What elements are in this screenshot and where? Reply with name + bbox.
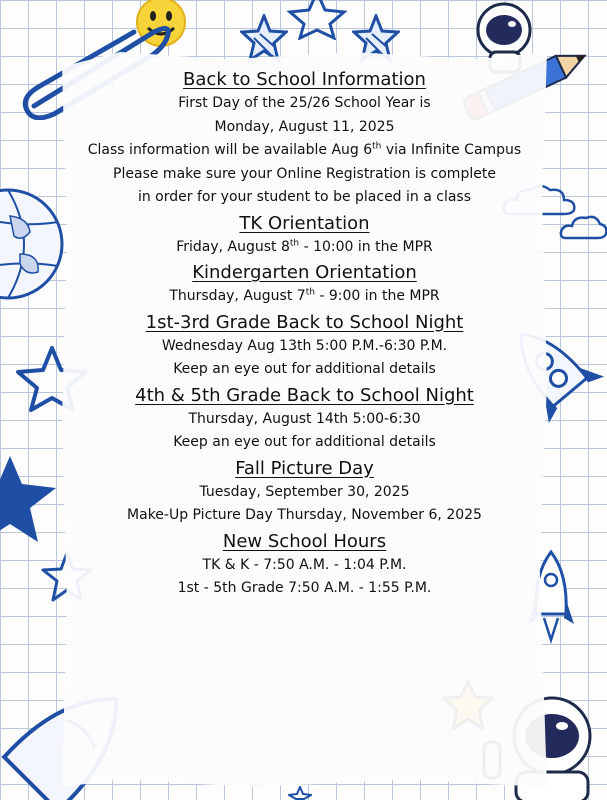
info-line: 1st - 5th Grade 7:50 A.M. - 1:55 P.M. xyxy=(177,580,432,596)
star-icon xyxy=(288,786,312,800)
info-line: in order for your student to be placed in a class xyxy=(137,189,472,205)
info-line: TK & K - 7:50 A.M. - 1:04 P.M. xyxy=(202,556,407,573)
info-line: Thursday, August 14th 5:00-6:30 xyxy=(188,410,421,427)
info-line: Thursday, August 7th - 9:00 in the MPR xyxy=(169,287,440,304)
globe-icon xyxy=(0,188,68,300)
info-line: Friday, August 8th - 10:00 in the MPR xyxy=(176,237,433,255)
section-heading: 1st-3rd Grade Back to School Night xyxy=(145,311,464,333)
star-icon xyxy=(282,0,352,40)
section-heading: Fall Picture Day xyxy=(235,457,374,479)
info-line: Keep an eye out for additional details xyxy=(173,361,436,377)
section-heading: 4th & 5th Grade Back to School Night xyxy=(135,384,474,406)
info-line: First Day of the 25/26 School Year is xyxy=(178,95,431,111)
section-heading: TK Orientation xyxy=(239,212,370,234)
star-icon xyxy=(0,452,60,548)
section-heading: Back to School Information xyxy=(183,69,426,90)
info-line: Tuesday, September 30, 2025 xyxy=(199,483,410,500)
cloud-icon xyxy=(558,208,607,244)
info-line: Monday, August 11, 2025 xyxy=(214,118,395,135)
info-line: Make-Up Picture Day Thursday, November 6, 2025 xyxy=(127,507,482,523)
info-line: Please make sure your Online Registration is complete xyxy=(113,165,496,182)
section-heading: New School Hours xyxy=(222,530,387,552)
info-line: Wednesday Aug 13th 5:00 P.M.-6:30 P.M. xyxy=(161,337,448,354)
info-line: Class information will be available Aug 6th via Infinite Campus xyxy=(87,141,522,158)
info-line: Keep an eye out for additional details xyxy=(173,434,436,450)
flyer-content xyxy=(62,66,547,601)
section-heading: Kindergarten Orientation xyxy=(192,262,417,283)
